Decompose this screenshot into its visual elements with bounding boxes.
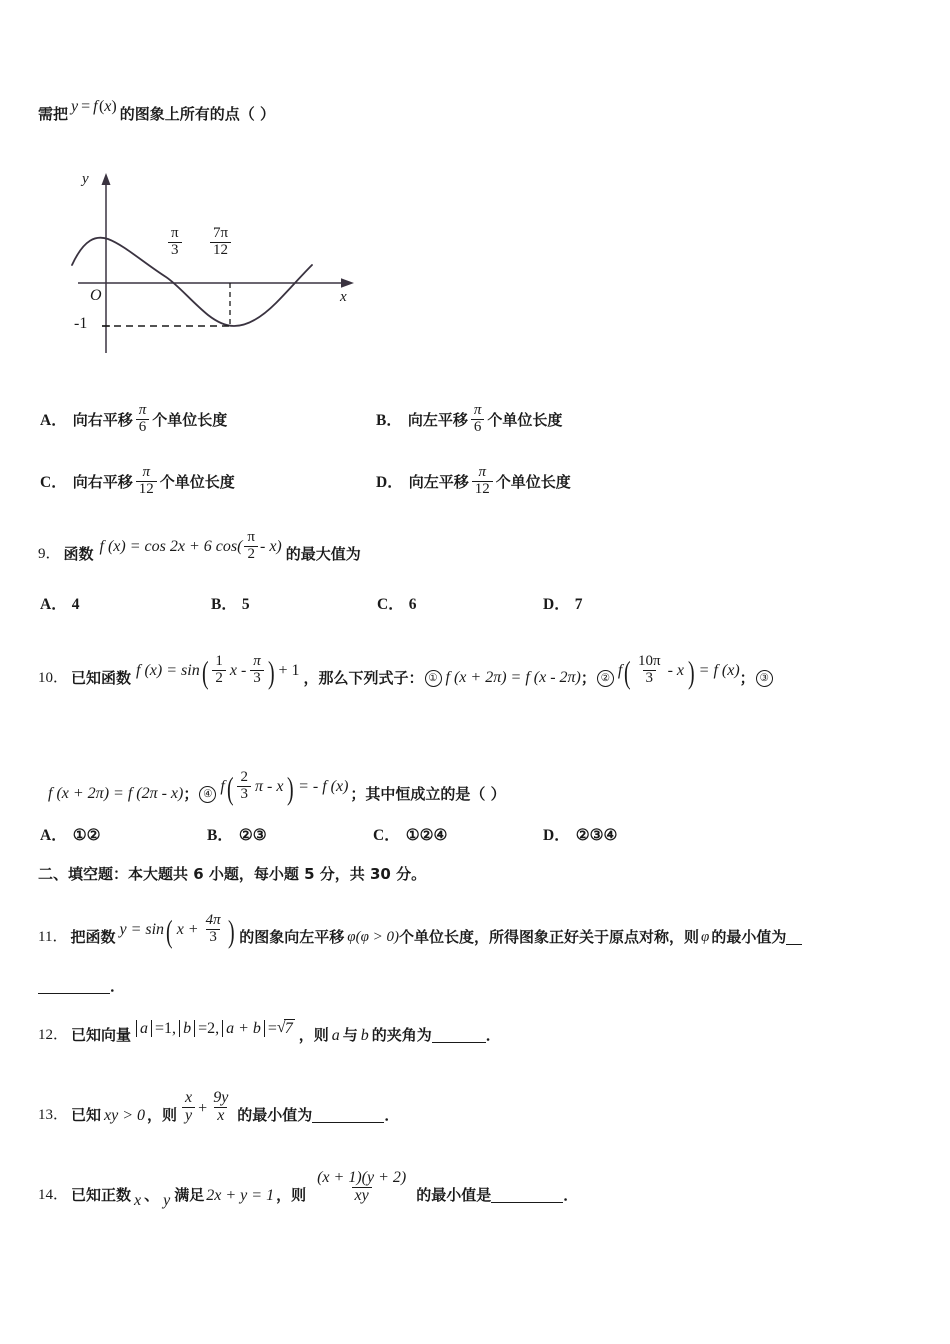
q10-item2-inner: - x bbox=[667, 662, 685, 680]
left-paren-icon: ( bbox=[166, 912, 173, 949]
q13-frac1-den: y bbox=[182, 1107, 195, 1125]
q10-frac1-num: 1 bbox=[215, 653, 223, 669]
q9-option-b[interactable] bbox=[211, 596, 250, 613]
right-paren-icon: ) bbox=[287, 769, 295, 806]
q14-tail: 的最小值是 bbox=[416, 1186, 492, 1205]
q12-tail: 的夹角为 bbox=[371, 1026, 432, 1045]
q9-tail: 的最大值为 bbox=[285, 545, 361, 563]
q10-item4-frac-den: 3 bbox=[237, 786, 251, 803]
q10-item4-mark: ④ bbox=[199, 786, 216, 803]
q10-function-def bbox=[136, 655, 299, 688]
q8-option-b-letter: B． bbox=[376, 411, 402, 429]
q10-number: 10． bbox=[38, 670, 69, 686]
q8d-den: 12 bbox=[472, 481, 493, 498]
q12-expr-b-val: =2, bbox=[198, 1019, 220, 1037]
q8b-num: π bbox=[473, 402, 482, 418]
q8-option-a-text-after: 个单位长度 bbox=[152, 411, 228, 429]
q11-phi2: φ bbox=[701, 929, 710, 945]
abs-bar-icon bbox=[151, 1020, 152, 1037]
q13-expression bbox=[180, 1091, 233, 1126]
q8-option-d[interactable] bbox=[376, 466, 571, 499]
q12-mid2: 与 bbox=[342, 1026, 358, 1045]
q9-option-d-letter: D． bbox=[543, 596, 570, 613]
y-axis-label: y bbox=[82, 171, 89, 187]
origin-label: O bbox=[90, 287, 102, 304]
tick0-num: π bbox=[171, 225, 179, 241]
q12-vector-conditions bbox=[133, 1019, 295, 1038]
q14-label: 已知正数 bbox=[71, 1186, 132, 1205]
q12-var2: b bbox=[360, 1026, 369, 1044]
stem-formula: y = f ( x ) bbox=[71, 98, 117, 115]
q11-frac-den: 3 bbox=[206, 929, 220, 946]
question-10-stem-line2 bbox=[48, 769, 506, 811]
q12-number: 12． bbox=[38, 1027, 69, 1044]
q14-expression bbox=[312, 1171, 411, 1206]
stem-suffix: 的图象上所有的点（ ） bbox=[119, 104, 275, 123]
minus-one-label: -1 bbox=[74, 315, 88, 332]
q9-frac-num: π bbox=[247, 529, 255, 545]
q13-plus: + bbox=[198, 1099, 208, 1117]
section-2-heading-text: 二、填空题：本大题共 6 小题，每小题 5 分，共 30 分。 bbox=[38, 865, 427, 883]
left-paren-icon: ( bbox=[624, 653, 631, 690]
abs-bar-icon bbox=[222, 1020, 223, 1037]
right-paren-icon: ) bbox=[267, 653, 275, 690]
tick-label-7pi-over-12 bbox=[208, 227, 233, 260]
q10-option-a[interactable] bbox=[40, 827, 101, 844]
q9-option-d[interactable] bbox=[543, 596, 582, 613]
q10-item3: f (x + 2π) = f (2π - x) bbox=[48, 785, 184, 803]
abs-bar-icon bbox=[179, 1020, 180, 1037]
abs-bar-icon bbox=[136, 1020, 137, 1037]
q8-option-c-letter: C． bbox=[40, 473, 67, 491]
q11-function-def bbox=[119, 914, 236, 947]
q14-frac-den: xy bbox=[352, 1187, 372, 1205]
q11-inner-x: x + bbox=[176, 921, 199, 939]
q10-frac2-num: π bbox=[253, 653, 261, 669]
abs-bar-icon bbox=[264, 1020, 265, 1037]
q9-frac-den: 2 bbox=[244, 546, 258, 563]
q10-item1-mark: ① bbox=[425, 670, 442, 687]
q10-sep3: ； bbox=[183, 785, 199, 803]
q8-option-a-text-before: 向右平移 bbox=[72, 411, 133, 429]
q10-item4-frac-num: 2 bbox=[240, 769, 248, 785]
q14-answer-blank[interactable] bbox=[491, 1187, 563, 1203]
x-axis-label: x bbox=[340, 289, 347, 305]
q9-formula bbox=[100, 531, 282, 564]
stem-prefix: 需把 bbox=[38, 104, 69, 123]
question-9-stem bbox=[38, 529, 361, 571]
q12-expr-ab: a + b bbox=[226, 1019, 261, 1037]
q10-option-d-letter: D． bbox=[543, 827, 570, 844]
q8-option-c[interactable] bbox=[40, 466, 235, 499]
q11-wrap-tail: ． bbox=[110, 977, 126, 995]
q10-item2-head: f bbox=[617, 662, 623, 680]
q11-label: 把函数 bbox=[70, 928, 116, 946]
section-2-heading bbox=[38, 866, 426, 883]
tick1-num: 7π bbox=[213, 225, 229, 241]
q11-number: 11． bbox=[38, 929, 68, 945]
q12-label: 已知向量 bbox=[71, 1026, 132, 1045]
q13-number: 13． bbox=[38, 1107, 69, 1124]
q10-item2-tail: = f (x) bbox=[698, 662, 740, 680]
q10-item4 bbox=[220, 771, 348, 804]
question-11-answer-blank-line bbox=[38, 978, 125, 995]
sine-curve-graph bbox=[62, 165, 372, 360]
q11-phi: φ bbox=[347, 929, 356, 945]
question-14-stem bbox=[38, 1169, 579, 1213]
q10-item2 bbox=[618, 655, 740, 688]
q12-expr-a: a bbox=[140, 1019, 149, 1037]
q13-label: 已知 bbox=[71, 1106, 102, 1125]
q10-item4-tail: = - f (x) bbox=[298, 778, 349, 796]
tick-label-pi-over-3 bbox=[166, 227, 184, 260]
q10-option-d[interactable] bbox=[543, 827, 617, 844]
q8-option-d-text-before: 向左平移 bbox=[408, 473, 469, 491]
q9-label: 函数 bbox=[63, 545, 94, 563]
q9-option-a-value: 4 bbox=[71, 596, 80, 613]
q14-cond: 2x + y = 1 bbox=[206, 1186, 275, 1204]
question-13-stem bbox=[38, 1089, 400, 1133]
q10-option-b-value: ②③ bbox=[238, 827, 267, 844]
q10-closing: ；其中恒成立的是（ ） bbox=[350, 785, 506, 803]
q11-mid: 的图象向左平移 bbox=[239, 928, 345, 946]
q14-period: ． bbox=[563, 1186, 579, 1205]
q10-mid-text: ，那么下列式子： bbox=[303, 669, 424, 687]
q12-var1: a bbox=[331, 1026, 340, 1044]
sqrt-icon: √ 7 bbox=[276, 1019, 293, 1037]
stem-continuation bbox=[38, 98, 275, 123]
q10-item2-frac-den: 3 bbox=[643, 670, 657, 687]
q14-var1: x bbox=[134, 1191, 142, 1209]
right-paren-icon: ) bbox=[688, 653, 695, 690]
q13-period: ． bbox=[384, 1106, 400, 1125]
q12-mid: ，则 bbox=[298, 1026, 329, 1045]
question-12-stem bbox=[38, 1019, 501, 1045]
q10-label: 已知函数 bbox=[71, 669, 132, 687]
q10-item3-mark: ③ bbox=[756, 670, 773, 687]
q11-f-head: y = sin bbox=[119, 921, 165, 939]
q13-mid: ，则 bbox=[147, 1106, 178, 1125]
q10-option-a-value: ①② bbox=[72, 827, 101, 844]
q12-expr-eq: = bbox=[267, 1019, 277, 1037]
q9-option-b-value: 5 bbox=[241, 596, 250, 613]
q11-tail2: 的最小值为 bbox=[711, 928, 787, 946]
q9-option-c-letter: C． bbox=[377, 596, 404, 613]
q9-option-d-value: 7 bbox=[574, 596, 583, 613]
q9-option-a[interactable] bbox=[40, 596, 79, 613]
tick1-den: 12 bbox=[210, 242, 231, 259]
q12-sqrt-val: 7 bbox=[284, 1020, 293, 1037]
q12-expr-b: b bbox=[183, 1019, 192, 1037]
q9-number: 9． bbox=[38, 546, 61, 562]
q12-answer-blank[interactable] bbox=[432, 1027, 486, 1043]
q8-option-a[interactable] bbox=[40, 404, 227, 437]
q8-option-d-letter: D． bbox=[376, 473, 403, 491]
q11-answer-blank[interactable] bbox=[38, 978, 110, 994]
q8-option-b-text-before: 向左平移 bbox=[407, 411, 468, 429]
q13-answer-blank[interactable] bbox=[312, 1107, 384, 1123]
q11-frac-num: 4π bbox=[205, 912, 221, 928]
q9-option-a-letter: A． bbox=[40, 596, 67, 613]
q8-option-b-text-after: 个单位长度 bbox=[487, 411, 563, 429]
q12-period: ． bbox=[485, 1026, 501, 1045]
q8c-den: 12 bbox=[136, 481, 157, 498]
q13-cond: xy > 0 bbox=[104, 1106, 146, 1124]
q8-option-b[interactable] bbox=[376, 404, 562, 437]
q8c-num: π bbox=[142, 464, 150, 480]
q10-option-b[interactable] bbox=[207, 827, 267, 844]
q8-option-c-text-after: 个单位长度 bbox=[159, 473, 235, 491]
tick0-den: 3 bbox=[168, 242, 182, 259]
right-paren-icon: ) bbox=[227, 912, 235, 949]
q10-after-paren: + 1 bbox=[278, 662, 300, 680]
q13-frac2-num: 9y bbox=[213, 1089, 229, 1106]
q10-f-head: f (x) = sin bbox=[136, 662, 200, 680]
q10-item2-mark: ② bbox=[597, 670, 614, 687]
q10-inner-x: x - bbox=[229, 662, 247, 680]
q10-option-c-value: ①②④ bbox=[405, 827, 448, 844]
q10-item4-pi: π - x bbox=[254, 778, 284, 796]
q11-cond: (φ > 0) bbox=[355, 929, 400, 945]
q10-sep2: ； bbox=[739, 669, 755, 687]
q14-mid: 满足 bbox=[174, 1186, 205, 1205]
q9-formula-part-b: - x) bbox=[260, 538, 282, 556]
q10-option-a-letter: A． bbox=[40, 827, 67, 844]
q8-option-a-letter: A． bbox=[40, 411, 67, 429]
q9-formula-part-a: f (x) = cos 2x + 6 cos( bbox=[99, 538, 243, 556]
q8b-den: 6 bbox=[471, 419, 485, 436]
q11-tail: 个单位长度，所得图象正好关于原点对称，则 bbox=[399, 928, 700, 946]
left-paren-icon: ( bbox=[226, 769, 234, 806]
q14-mid2: ，则 bbox=[276, 1186, 307, 1205]
q14-var2: y bbox=[163, 1191, 171, 1209]
q9-option-c-value: 6 bbox=[408, 596, 417, 613]
q10-option-c-letter: C． bbox=[373, 827, 400, 844]
abs-bar-icon bbox=[194, 1020, 195, 1037]
q10-option-c[interactable] bbox=[373, 827, 447, 844]
q12-expr-a-val: =1, bbox=[155, 1019, 177, 1037]
q14-frac-num: (x + 1)(y + 2) bbox=[317, 1169, 407, 1186]
q10-sep1: ； bbox=[580, 669, 596, 687]
q10-item1: f (x + 2π) = f (x - 2π) bbox=[445, 669, 581, 687]
q10-item4-head: f bbox=[220, 778, 225, 796]
q9-option-c[interactable] bbox=[377, 596, 416, 613]
q9-option-b-letter: B． bbox=[211, 596, 237, 613]
q10-option-b-letter: B． bbox=[207, 827, 233, 844]
q14-number: 14． bbox=[38, 1187, 69, 1204]
q10-frac2-den: 3 bbox=[250, 670, 264, 687]
q13-tail: 的最小值为 bbox=[237, 1106, 313, 1125]
q8a-num: π bbox=[138, 402, 147, 418]
q10-option-d-value: ②③④ bbox=[575, 827, 618, 844]
left-paren-icon: ( bbox=[201, 653, 209, 690]
q8d-num: π bbox=[478, 464, 486, 480]
q13-frac1-num: x bbox=[185, 1089, 193, 1106]
q8-option-d-text-after: 个单位长度 bbox=[495, 473, 571, 491]
q10-item2-frac-num: 10π bbox=[638, 653, 661, 669]
q14-sep: 、 bbox=[144, 1186, 160, 1205]
q10-frac1-den: 2 bbox=[212, 670, 226, 687]
q8a-den: 6 bbox=[136, 419, 150, 436]
q8-option-c-text-before: 向右平移 bbox=[72, 473, 133, 491]
q11-answer-blank-start[interactable] bbox=[786, 929, 802, 945]
q13-frac2-den: x bbox=[214, 1107, 227, 1125]
